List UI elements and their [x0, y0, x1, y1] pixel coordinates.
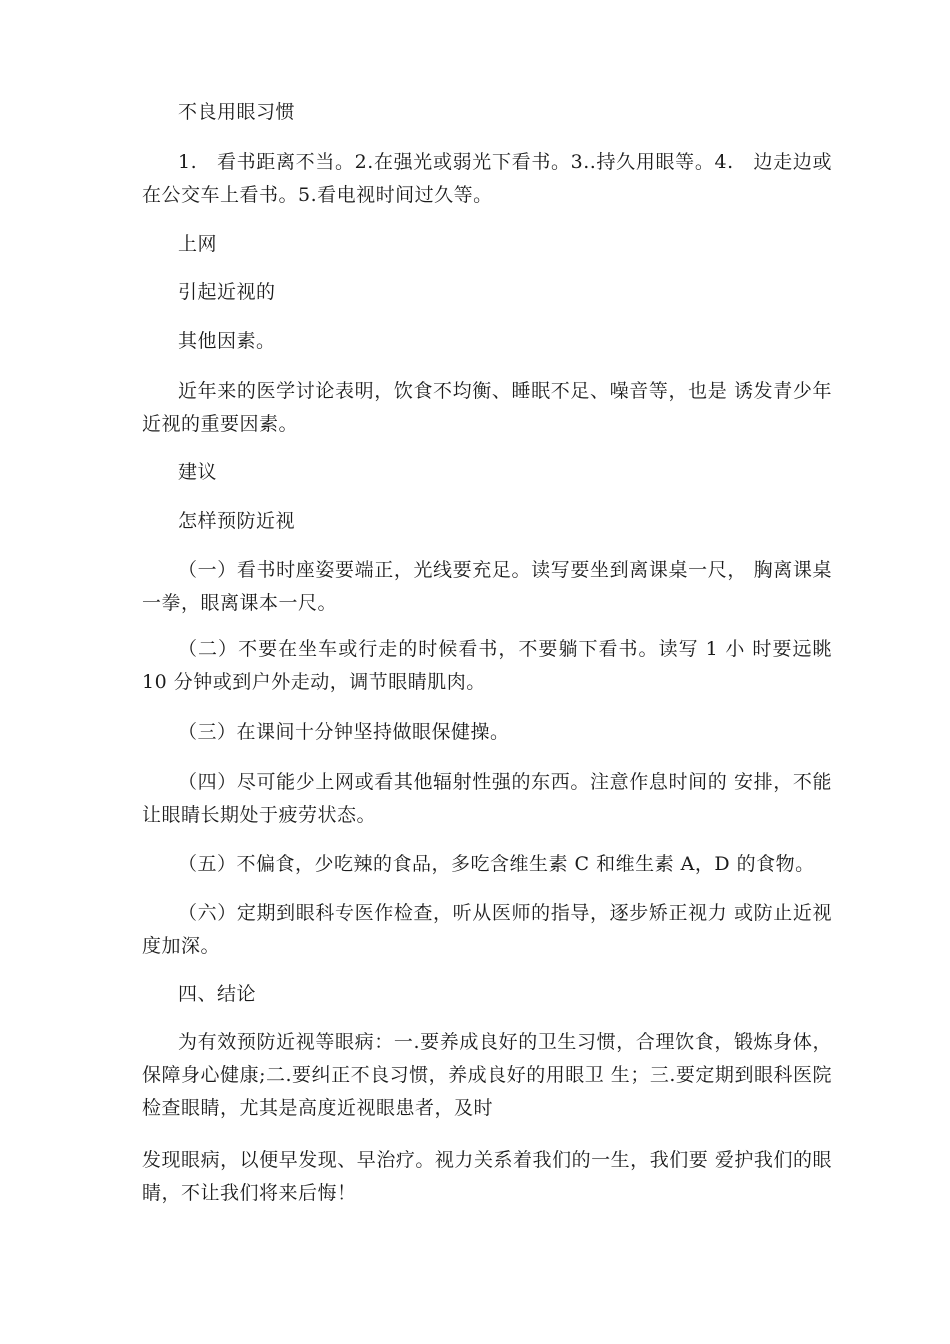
list-item-5: （五）不偏食，少吃辣的食品，多吃含维生素 C 和维生素 A，D 的食物。 [178, 853, 815, 875]
heading-internet: 上网 [178, 233, 218, 255]
heading-other-factors: 其他因素。 [178, 330, 276, 352]
heading-cause-myopia: 引起近视的 [178, 281, 276, 303]
list-item-3: （三）在课间十分钟坚持做眼保健操。 [178, 721, 510, 743]
heading-how-to-prevent: 怎样预防近视 [178, 510, 296, 532]
list-item-6: （六）定期到眼科专医作检查，听从医师的指导，逐步矫正视力 或防止近视度加深。 [142, 902, 832, 957]
paragraph-bad-habits-list: 1. 看书距离不当。2.在强光或弱光下看书。3..持久用眼等。4. 边走边或在公交车上看书。5.看电视时间过久等。 [142, 151, 832, 206]
list-item-2: （二）不要在坐车或行走的时候看书，不要躺下看书。读写 1 小 时要远眺 10 分钟或到户外走动，调节眼睛肌肉。 [142, 638, 832, 693]
heading-bad-eye-habits: 不良用眼习惯 [178, 101, 296, 123]
heading-suggestion: 建议 [178, 461, 218, 483]
paragraph-closing: 发现眼病，以便早发现、早治疗。视力关系着我们的一生，我们要 爱护我们的眼睛，不让我们将来后悔！ [142, 1149, 832, 1204]
list-item-4: （四）尽可能少上网或看其他辐射性强的东西。注意作息时间的 安排，不能让眼睛长期处于疲劳状态。 [142, 771, 832, 826]
paragraph-research: 近年来的医学讨论表明，饮食不均衡、睡眠不足、噪音等，也是 诱发青少年近视的重要因素。 [142, 380, 832, 435]
list-item-1: （一）看书时座姿要端正，光线要充足。读写要坐到离课桌一尺， 胸离课桌一拳，眼离课本一尺。 [142, 559, 832, 614]
heading-conclusion: 四、结论 [178, 983, 257, 1005]
paragraph-conclusion: 为有效预防近视等眼病：一.要养成良好的卫生习惯，合理饮食，锻炼身体，保障身心健康;二.要纠正不良习惯，养成良好的用眼卫 生；三.要定期到眼科医院检查眼睛，尤其是高度近视眼患者，及时 [142, 1031, 832, 1119]
